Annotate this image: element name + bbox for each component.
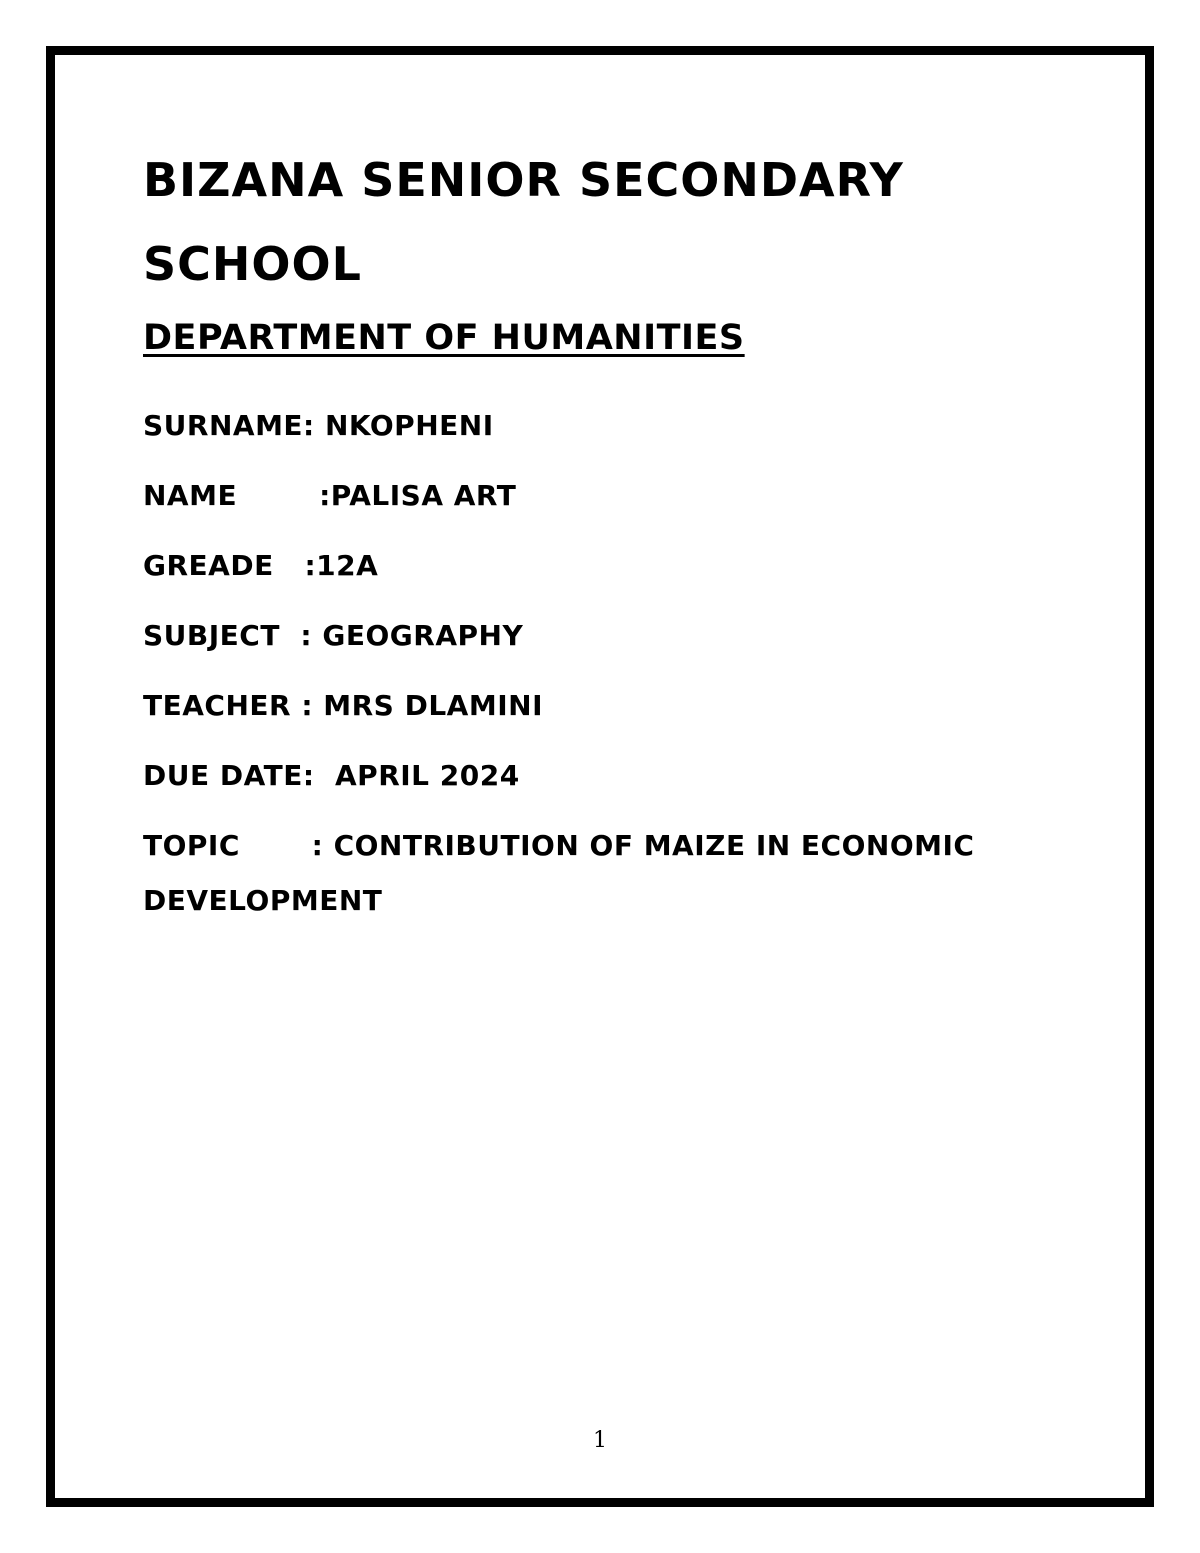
- school-name: BIZANA SENIOR SECONDARY SCHOOL: [143, 153, 904, 291]
- teacher-field: TEACHER : MRS DLAMINI: [143, 689, 543, 722]
- department-title: DEPARTMENT OF HUMANITIES: [143, 318, 745, 358]
- grade-field: GREADE :12A: [143, 549, 379, 582]
- subject-field: SUBJECT : GEOGRAPHY: [143, 619, 524, 652]
- surname-field: SURNAME: NKOPHENI: [143, 409, 494, 442]
- page-number: 1: [593, 1428, 607, 1453]
- name-field: NAME :PALISA ART: [143, 479, 517, 512]
- due-date-field: DUE DATE: APRIL 2024: [143, 759, 520, 792]
- topic-field: TOPIC : CONTRIBUTION OF MAIZE IN ECONOMIC DEVELOPMENT: [143, 829, 985, 917]
